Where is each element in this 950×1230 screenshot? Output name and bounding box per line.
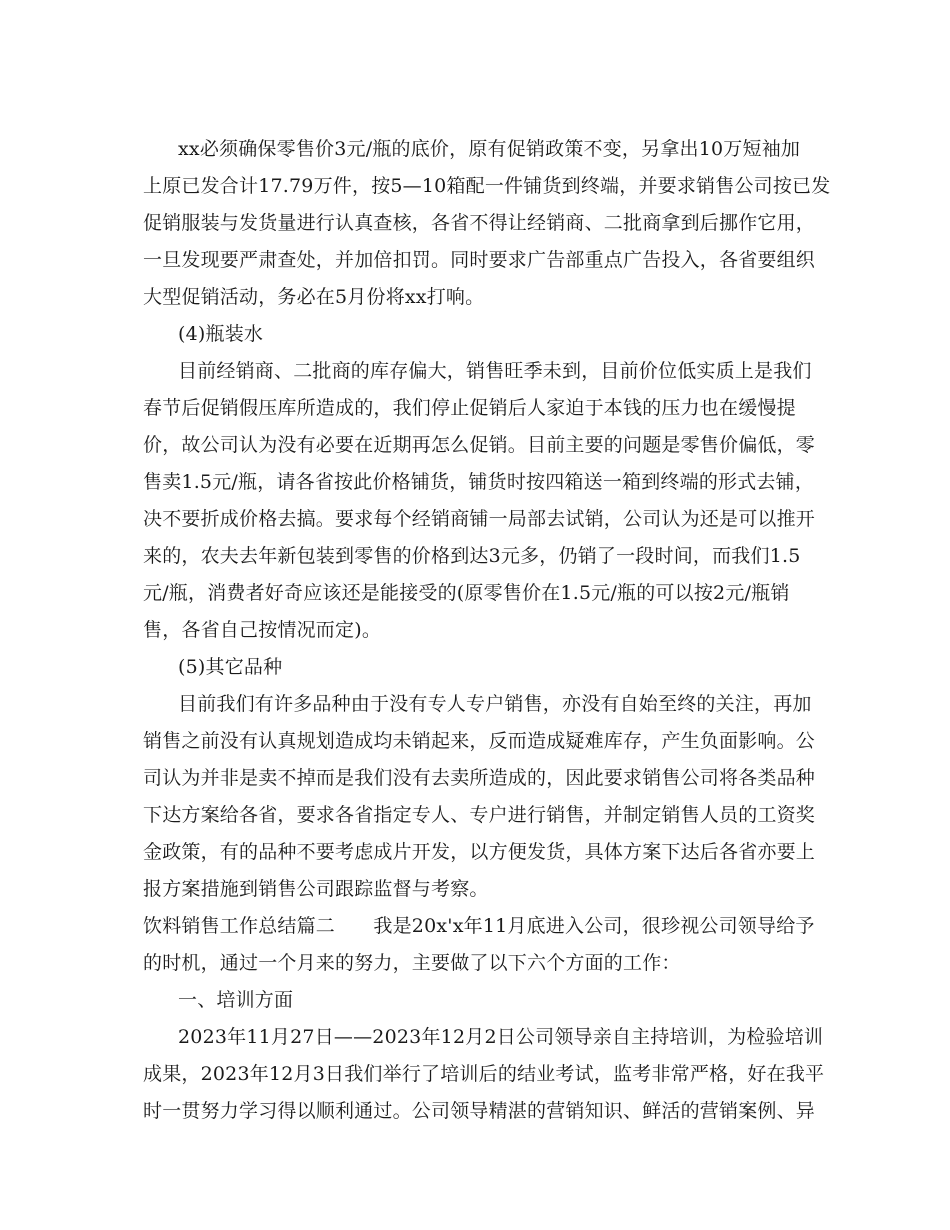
text-line: 决不要折成价格去搞。要求每个经销商铺一局部去试销，公司认为还是可以推开 [143,508,816,530]
text-line: 目前我们有许多品种由于没有专人专户销售，亦没有自始至终的关注，再加 [178,693,812,715]
text-line: 上原已发合计17.79万件，按5—10箱配一件铺货到终端，并要求销售公司按已发 [143,175,831,197]
section-heading: (5)其它品种 [178,656,283,678]
text-line: 来的，农夫去年新包装到零售的价格到达3元多，仍销了一段时间，而我们1.5 [143,545,801,567]
text-line: 饮料销售工作总结篇二 我是20x'x年11月底进入公司，很珍视公司领导给予 [143,915,815,937]
text-line: 售卖1.5元/瓶，请各省按此价格铺货，铺货时按四箱送一箱到终端的形式去铺， [143,471,815,493]
text-line: 价，故公司认为没有必要在近期再怎么促销。目前主要的问题是零售价偏低，零 [143,434,816,456]
section-heading: (4)瓶装水 [178,323,264,345]
text-line: 一旦发现要严肃查处，并加倍扣罚。同时要求广告部重点广告投入，各省要组织 [143,249,816,271]
text-line: xx必须确保零售价3元/瓶的底价，原有促销政策不变，另拿出10万短袖加 [178,138,801,160]
text-line: 金政策，有的品种不要考虑成片开发，以方便发货，具体方案下达后各省亦要上 [143,841,816,863]
text-line: 司认为并非是卖不掉而是我们没有去卖所造成的，因此要求销售公司将各类品种 [143,767,816,789]
section-heading: 一、培训方面 [178,989,294,1011]
text-line: 春节后促销假压库所造成的，我们停止促销后人家迫于本钱的压力也在缓慢提 [143,397,796,419]
text-line: 2023年11月27日——2023年12月2日公司领导亲自主持培训，为检验培训 [178,1026,824,1048]
text-line: 的时机，通过一个月来的努力，主要做了以下六个方面的工作： [143,952,681,974]
text-line: 时一贯努力学习得以顺利通过。公司领导精湛的营销知识、鲜活的营销案例、异 [143,1100,816,1122]
text-line: 大型促销活动，务必在5月份将xx打响。 [143,286,485,308]
text-line: 元/瓶，消费者好奇应该还是能接受的(原零售价在1.5元/瓶的可以按2元/瓶销 [143,582,790,604]
text-line: 销售之前没有认真规划造成均未销起来，反而造成疑难库存，产生负面影响。公 [143,730,816,752]
text-line: 促销服装与发货量进行认真查核，各省不得让经销商、二批商拿到后挪作它用， [143,212,816,234]
text-line: 报方案措施到销售公司跟踪监督与考察。 [143,878,489,900]
text-line: 目前经销商、二批商的库存偏大，销售旺季未到，目前价位低实质上是我们 [178,360,812,382]
text-line: 下达方案给各省，要求各省指定专人、专户进行销售，并制定销售人员的工资奖 [143,804,816,826]
text-line: 成果，2023年12月3日我们举行了培训后的结业考试，监考非常严格，好在我平 [143,1063,825,1085]
text-line: 售，各省自己按情况而定)。 [143,619,382,641]
